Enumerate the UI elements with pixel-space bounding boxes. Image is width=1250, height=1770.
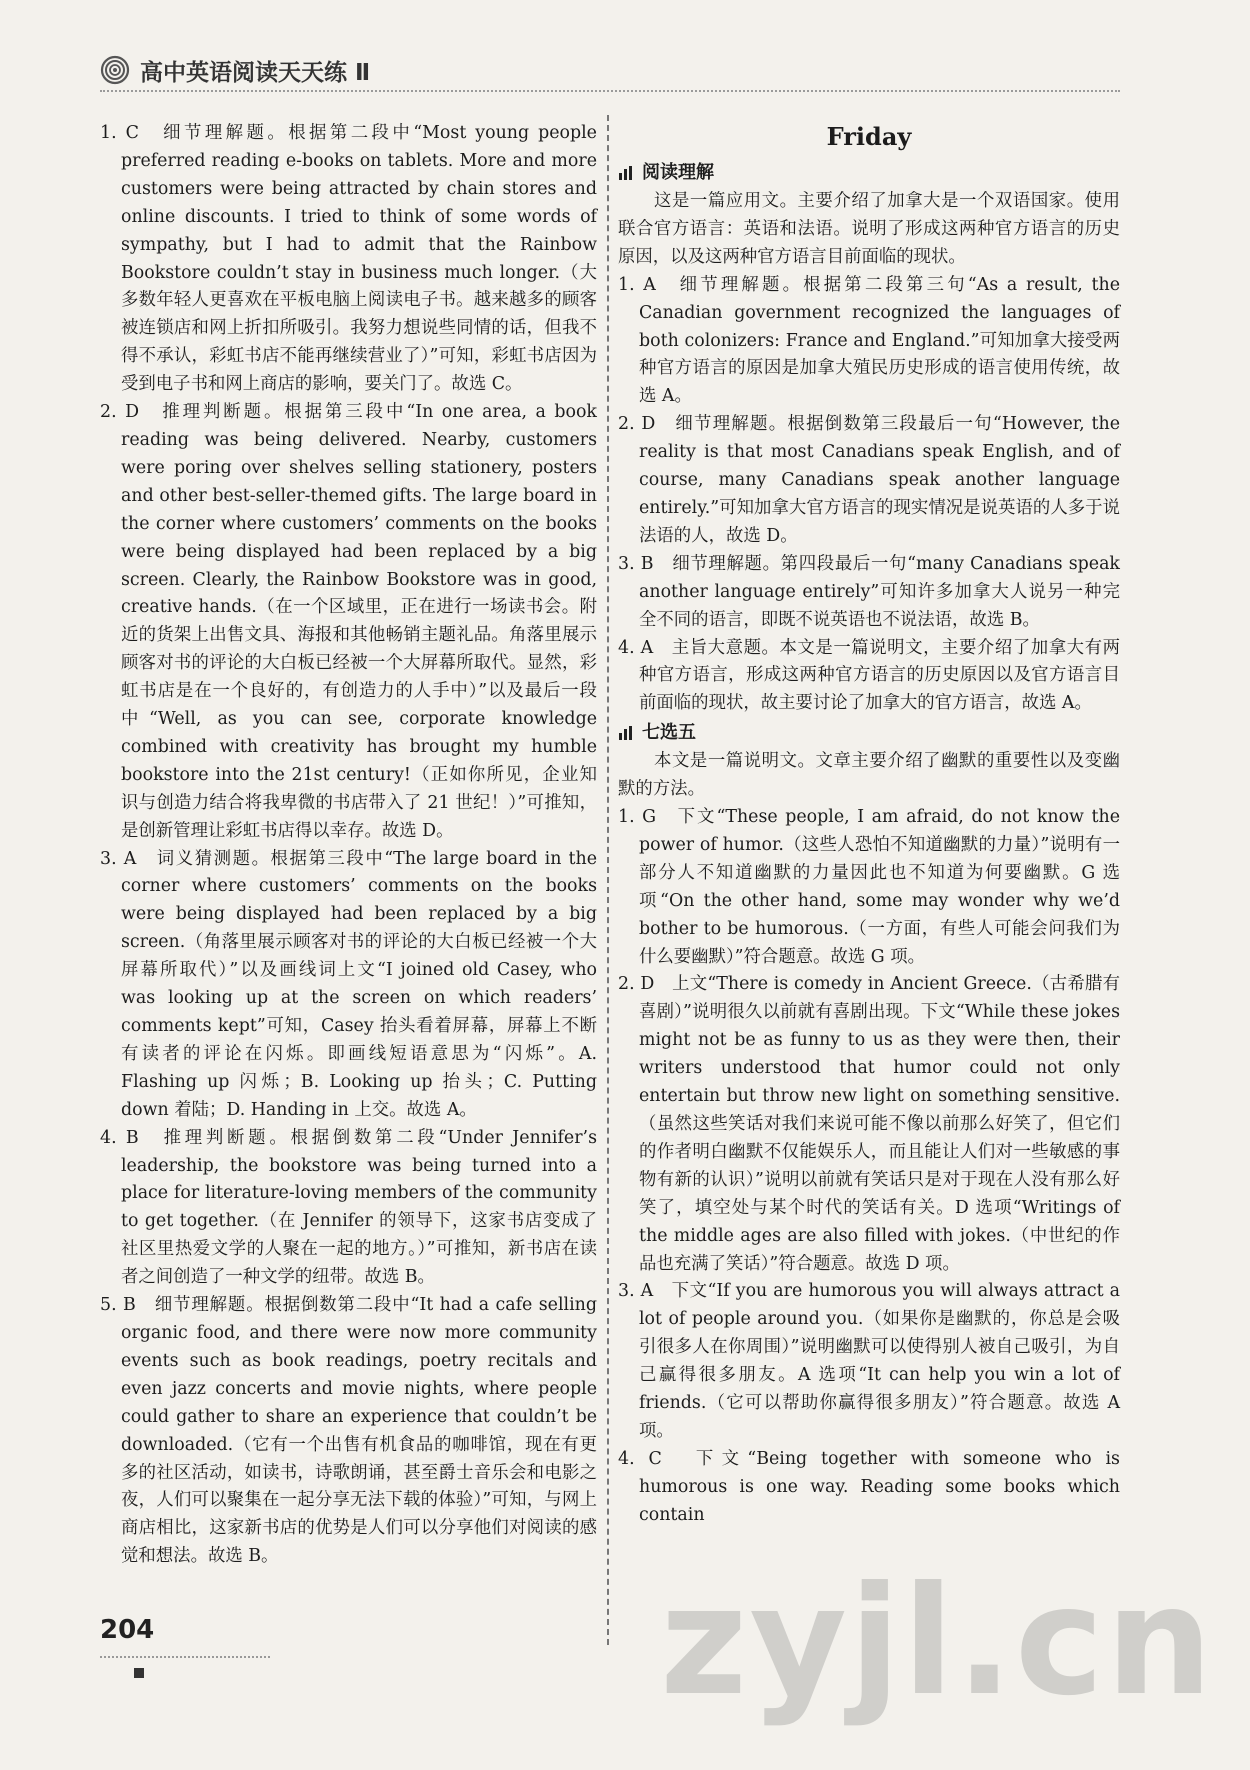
day-title: Friday xyxy=(826,122,912,151)
spiral-logo-icon xyxy=(100,55,130,85)
answer-item: 1. A 细节理解题。根据第二段第三句“As a result, the Canadian government recognized the languages of both colonizers: France and England.”可知加拿大接受两种官方语言的原因是加拿大殖民历史形成的语言使用传统，故选 A。 xyxy=(618,274,1120,407)
section-heading-reading: 阅读理解 xyxy=(618,158,1120,188)
answer-item: 4. C 下文“Being together with someone who is humorous is one way. Reading some books which contain xyxy=(618,1448,1120,1525)
section-heading-seven-five: 七选五 xyxy=(618,718,1120,748)
answer-item: 3. A 下文“If you are humorous you will always attract a lot of people around you.（如果你是幽默的，你总是会吸引很多人在你周围）”说明幽默可以使得别人被自己吸引，为自己赢得很多朋友。A 选项“It can help you win a lot of friends.（它可以帮助你赢得很多朋友）”符合题意。故选 A 项。 xyxy=(618,1281,1120,1441)
left-column xyxy=(100,120,597,1571)
section-intro: 本文是一篇说明文。文章主要介绍了幽默的重要性以及变幽默的方法。 xyxy=(618,751,1120,800)
answer-item: 2. D 上文“There is comedy in Ancient Greece.（古希腊有喜剧）”说明很久以前就有喜剧出现。下文“While these jokes might not be as funny to us as they were then, their writers understood that humor could not only entertain but throw new light on something sensitive.（虽然这些笑话对我们来说可能不像以前那么好笑了，但它们的作者明白幽默不仅能娱乐人，而且能让人们对一些敏感的事物有新的认识）”说明以前就有笑话只是对于现在人没有那么好笑了，填空处与某个时代的笑话有关。D 选项“Writings of the middle ages are also filled with jokes.（中世纪的作品也充满了笑话）”符合题意。故选 D 项。 xyxy=(618,974,1120,1274)
answer-item: 1. G 下文“These people, I am afraid, do not know the power of humor.（这些人恐怕不知道幽默的力量）”说明有一部分人不知道幽默的力量因此也不知道为何要幽默。G 选项“On the other hand, some may wonder why we’d bother to be humorous.（一方面，有些人可能会问我们为什么要幽默）”符合题意。故选 G 项。 xyxy=(618,807,1120,967)
footer-square-mark xyxy=(134,1668,144,1678)
footer-rule xyxy=(100,1656,270,1658)
section-intro: 这是一篇应用文。主要介绍了加拿大是一个双语国家。使用联合官方语言：英语和法语。说明了形成这两种官方语言的历史原因，以及这两种官方语言目前面临的现状。 xyxy=(618,191,1120,267)
bar-chart-icon xyxy=(618,165,634,181)
page-header xyxy=(100,50,1120,92)
answer-item: 3. A 词义猜测题。根据第三段中“The large board in the corner where customers’ comments on the books were being displayed had been replaced by a big screen.（角落里展示顾客对书的评论的大白板已经被一个大屏幕所取代）”以及画线词上文“I joined old Casey, who was looking up at the screen on which readers’ comments kept”可知，Casey 抬头看着屏幕，屏幕上不断有读者的评论在闪烁。即画线短语意思为“闪烁”。A. Flashing up 闪烁；B. Looking up 抬头；C. Putting down 着陆；D. Handing in 上交。故选 A。 xyxy=(100,848,597,1120)
answer-item: 5. B 细节理解题。根据倒数第二段中“It had a cafe selling organic food, and there were now more community events such as book readings, poetry recitals and even jazz concerts and movie nights, where people could gather to share an experience that couldn’t be downloaded.（它有一个出售有机食品的咖啡馆，现在有更多的社区活动，如读书，诗歌朗诵，甚至爵士音乐会和电影之夜，人们可以聚集在一起分享无法下载的体验）”可知，与网上商店相比，这家新书店的优势是人们可以分享他们对阅读的感觉和想法。故选 B。 xyxy=(100,1295,597,1567)
answer-item: 2. D 推理判断题。根据第三段中“In one area, a book reading was being delivered. Nearby, customers were poring over shelves selling stationery, posters and other best-seller-themed gifts. The large board in the corner where customers’ comments on the books were being displayed had been replaced by a big screen. Clearly, the Rainbow Bookstore was in good, creative hands.（在一个区域里，正在进行一场读书会。附近的货架上出售文具、海报和其他畅销主题礼品。角落里展示顾客对书的评论的大白板已经被一个大屏幕所取代。显然，彩虹书店是在一个良好的，有创造力的人手中）”以及最后一段中“Well, as you can see, corporate knowledge combined with creativity has brought my humble bookstore into the 21st century!（正如你所见，企业知识与创造力结合将我卑微的书店带入了 21 世纪！）”可推知，是创新管理让彩虹书店得以幸存。故选 D。 xyxy=(100,402,597,841)
page-number: 204 xyxy=(100,1615,155,1645)
book-title: 高中英语阅读天天练 Ⅱ xyxy=(140,59,371,86)
answer-item: 2. D 细节理解题。根据倒数第三段最后一句“However, the reality is that most Canadians speak English, and of course, many Canadians speak another language entirely.”可知加拿大官方语言的现实情况是说英语的人多于说法语的人，故选 D。 xyxy=(618,414,1120,546)
answer-item: 4. B 推理判断题。根据倒数第二段“Under Jennifer’s leadership, the bookstore was being turned into a place for literature-loving members of the community to get together.（在 Jennifer 的领导下，这家书店变成了社区里热爱文学的人聚在一起的地方。）”可推知，新书店在读者之间创造了一种文学的纽带。故选 B。 xyxy=(100,1127,597,1288)
right-column xyxy=(618,120,1120,1530)
answer-item: 1. C 细节理解题。根据第二段中“Most young people preferred reading e-books on tablets. More and more customers were being attracted by chain stores and online discounts. I tried to think of some words of sympathy, but I had to admit that the Rainbow Bookstore couldn’t stay in business much longer.（大多数年轻人更喜欢在平板电脑上阅读电子书。越来越多的顾客被连锁店和网上折扣所吸引。我努力想说些同情的话，但我不得不承认，彩虹书店不能再继续营业了）”可知，彩虹书店因为受到电子书和网上商店的影响，要关门了。故选 C。 xyxy=(100,123,597,395)
watermark: zyjl.cn xyxy=(660,1555,1215,1729)
answer-item: 3. B 细节理解题。第四段最后一句“many Canadians speak another language entirely”可知许多加拿大人说另一种完全不同的语言，即既不说英语也不说法语，故选 B。 xyxy=(618,553,1120,630)
column-divider xyxy=(607,115,609,1645)
answer-item: 4. A 主旨大意题。本文是一篇说明文，主要介绍了加拿大有两种官方语言，形成这两种官方语言的历史原因以及官方语言目前面临的现状，故主要讨论了加拿大的官方语言，故选 A。 xyxy=(618,637,1120,714)
bar-chart-icon xyxy=(618,725,634,741)
